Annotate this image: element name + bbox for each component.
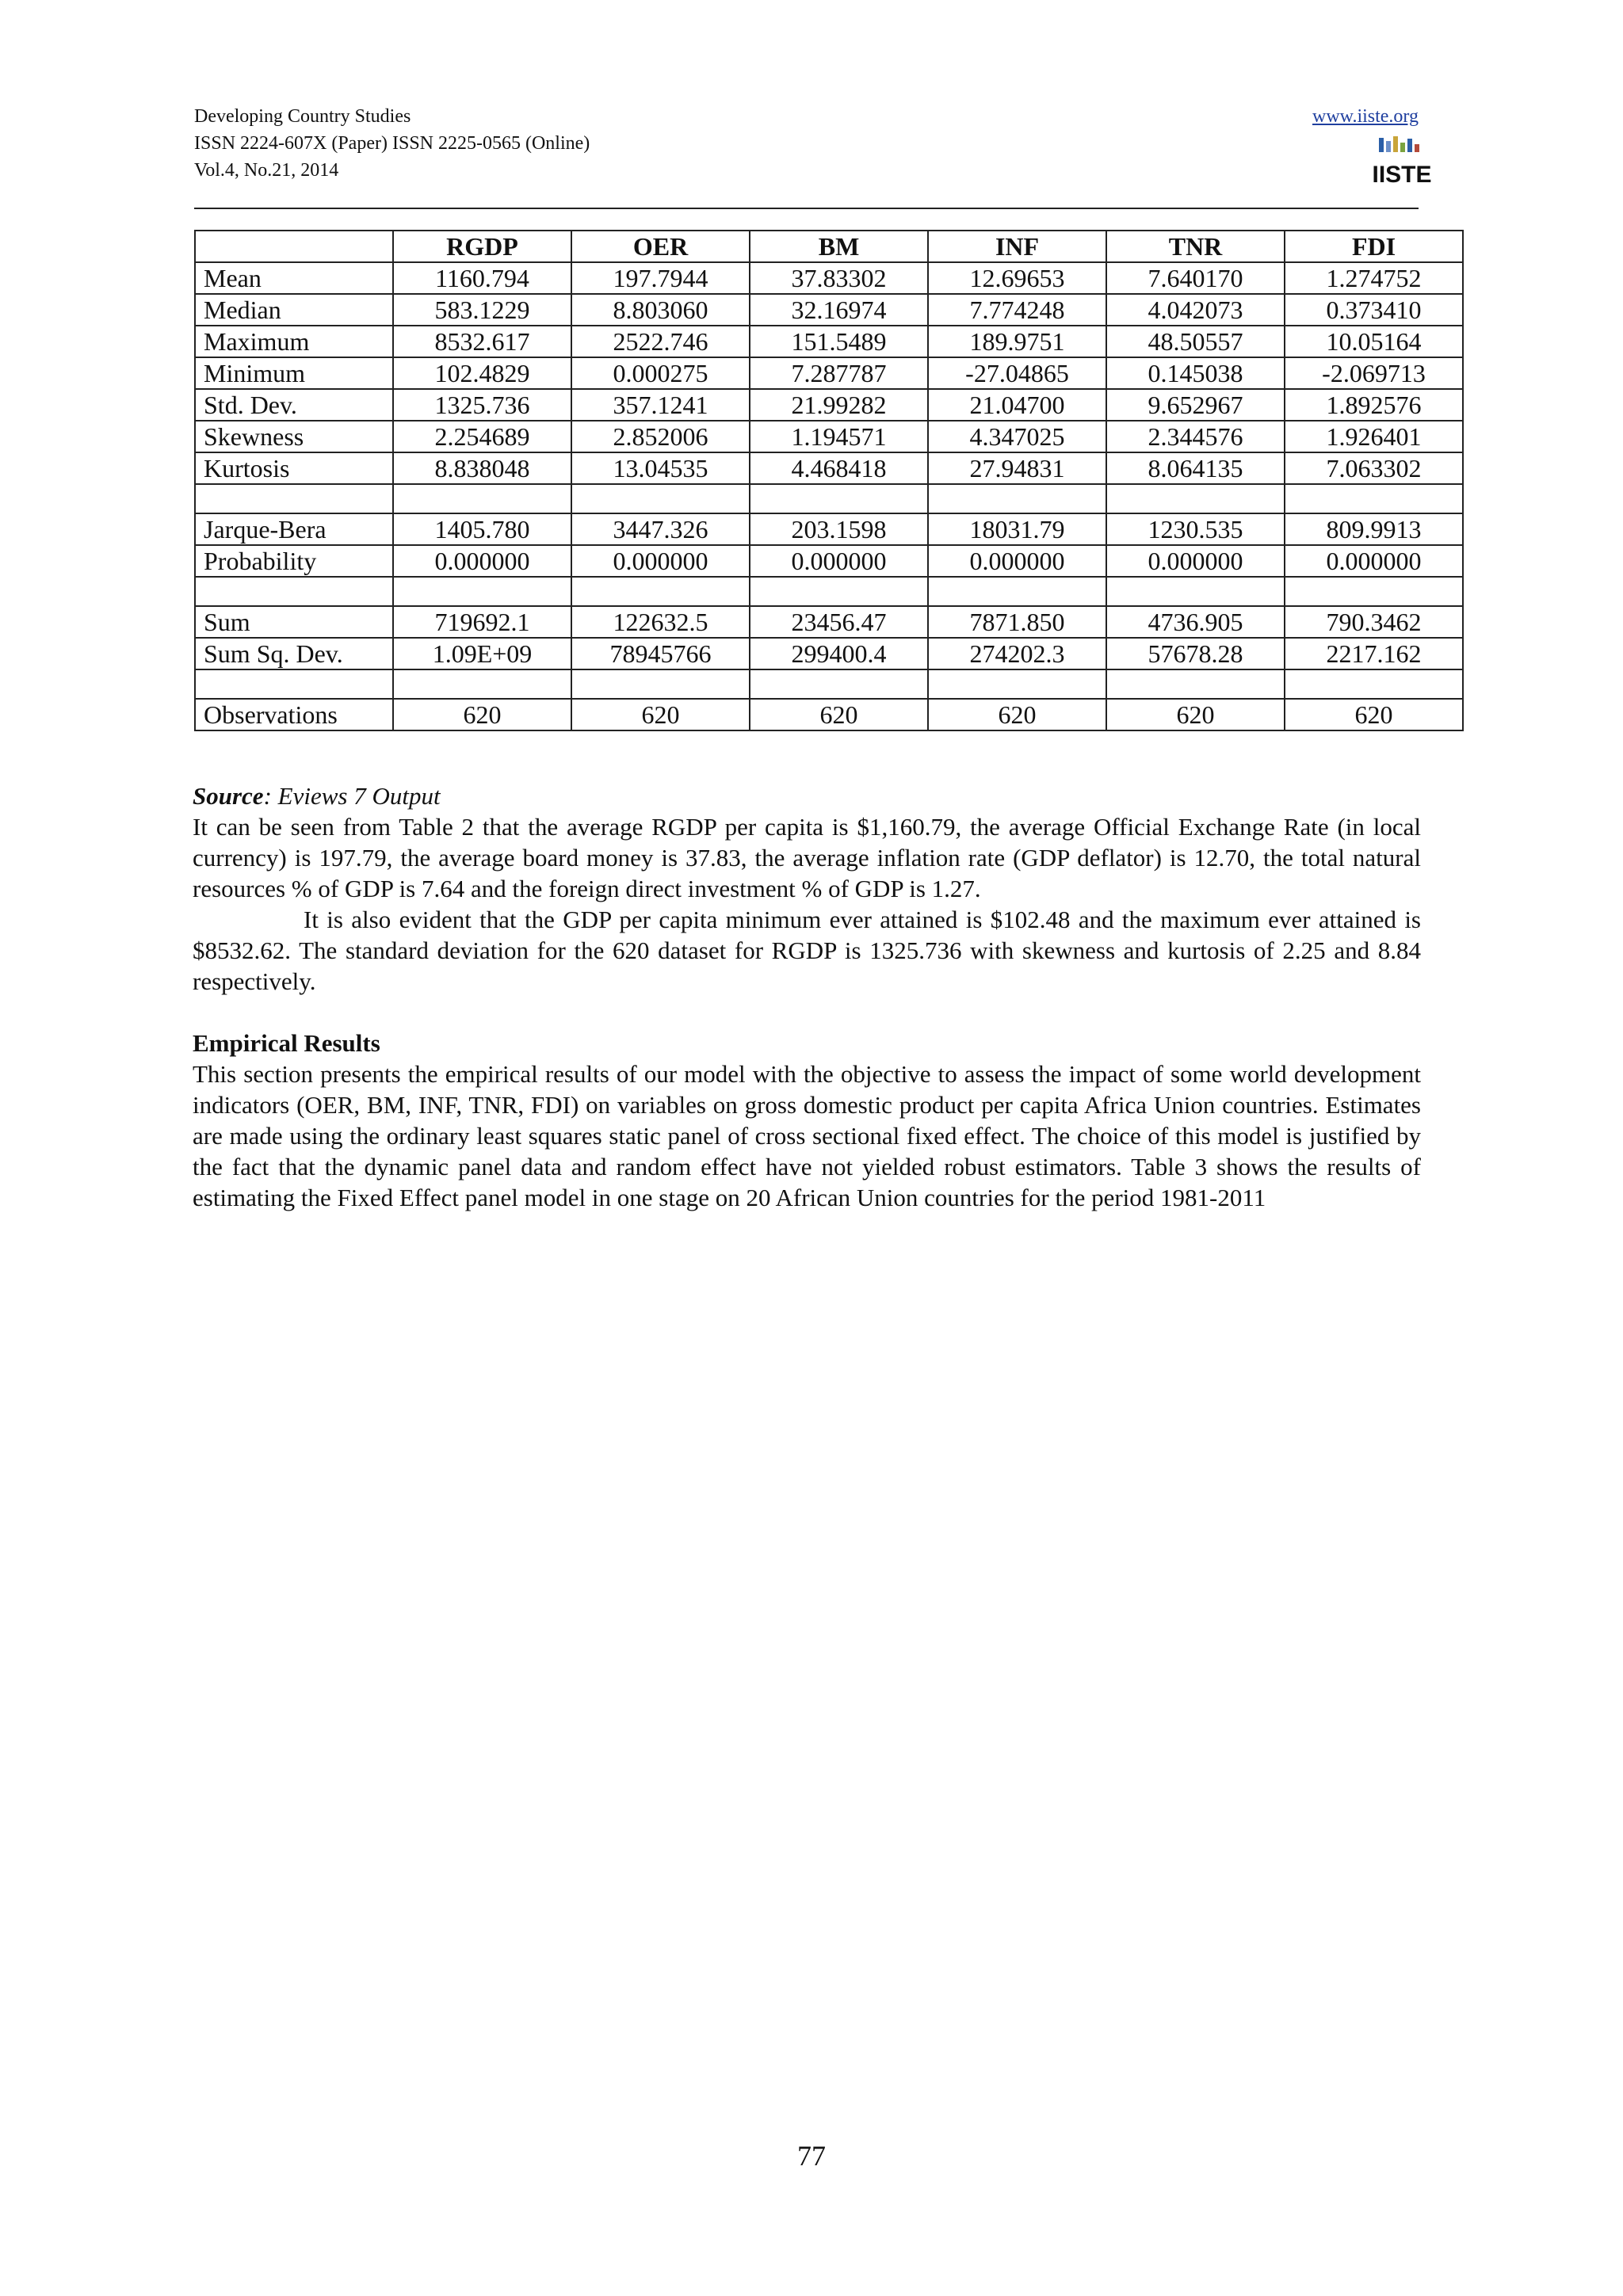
table-cell: [393, 484, 571, 513]
table-cell: 1.892576: [1285, 389, 1463, 421]
page-header: [194, 103, 1419, 184]
table-cell: [571, 484, 750, 513]
table-cell: 48.50557: [1106, 326, 1285, 357]
logo-text: IISTE: [1372, 162, 1432, 188]
table-cell: 2.344576: [1106, 421, 1285, 452]
table-header-cell: INF: [928, 231, 1106, 262]
row-label-cell: Mean: [195, 262, 393, 294]
row-label-cell: Maximum: [195, 326, 393, 357]
row-label-cell: [195, 484, 393, 513]
table-cell: [1285, 484, 1463, 513]
table-cell: 0.145038: [1106, 357, 1285, 389]
table-cell: [928, 484, 1106, 513]
table-cell: 620: [928, 699, 1106, 730]
table-cell: 18031.79: [928, 513, 1106, 545]
table-cell: 790.3462: [1285, 606, 1463, 638]
header-rule: [194, 208, 1419, 209]
table-cell: [1285, 669, 1463, 699]
table-cell: 7.063302: [1285, 452, 1463, 484]
table-row: [195, 357, 1463, 389]
logo-bar-6: [1415, 144, 1419, 152]
table-cell: 0.000000: [1106, 545, 1285, 577]
row-label-cell: Probability: [195, 545, 393, 577]
table-cell: [571, 577, 750, 606]
iiste-logo: [1372, 136, 1432, 192]
table-cell: 620: [1106, 699, 1285, 730]
table-cell: 1.926401: [1285, 421, 1463, 452]
logo-bar-3: [1393, 136, 1398, 152]
table-cell: 0.000000: [1285, 545, 1463, 577]
table-cell: -27.04865: [928, 357, 1106, 389]
table-cell: 8.838048: [393, 452, 571, 484]
table-cell: 37.83302: [750, 262, 928, 294]
logo-bar-1: [1379, 138, 1384, 152]
table-cell: 78945766: [571, 638, 750, 669]
table-cell: 197.7944: [571, 262, 750, 294]
table-cell: 21.99282: [750, 389, 928, 421]
source-label: Source: [193, 782, 264, 810]
body-text: [193, 780, 1421, 1213]
table-cell: [393, 577, 571, 606]
table-cell: [1106, 577, 1285, 606]
table-cell: 1.09E+09: [393, 638, 571, 669]
table-cell: 189.9751: [928, 326, 1106, 357]
table-cell: 1405.780: [393, 513, 571, 545]
table-row: [195, 294, 1463, 326]
descriptive-statistics-table: [194, 230, 1464, 731]
table-cell: 10.05164: [1285, 326, 1463, 357]
table-cell: 719692.1: [393, 606, 571, 638]
logo-bar-2: [1386, 141, 1391, 152]
table-cell: 1325.736: [393, 389, 571, 421]
table-cell: 299400.4: [750, 638, 928, 669]
table-cell: 21.04700: [928, 389, 1106, 421]
row-label-cell: Observations: [195, 699, 393, 730]
table-row: [195, 699, 1463, 730]
table-cell: 4.347025: [928, 421, 1106, 452]
table-cell: 7.287787: [750, 357, 928, 389]
journal-website-link[interactable]: www.iiste.org: [1312, 106, 1419, 127]
table-row: [195, 669, 1463, 699]
table-cell: [571, 669, 750, 699]
table-cell: 32.16974: [750, 294, 928, 326]
table-header-cell: OER: [571, 231, 750, 262]
row-label-cell: [195, 669, 393, 699]
table-cell: 0.373410: [1285, 294, 1463, 326]
table-cell: 4.468418: [750, 452, 928, 484]
table-cell: 13.04535: [571, 452, 750, 484]
table-cell: 8532.617: [393, 326, 571, 357]
table-cell: [1106, 484, 1285, 513]
table-cell: [928, 577, 1106, 606]
table-cell: 2.852006: [571, 421, 750, 452]
table-cell: 102.4829: [393, 357, 571, 389]
table-cell: 620: [393, 699, 571, 730]
table-cell: 8.064135: [1106, 452, 1285, 484]
table-row: [195, 577, 1463, 606]
table-header-cell: RGDP: [393, 231, 571, 262]
table-cell: 4.042073: [1106, 294, 1285, 326]
table-cell: 583.1229: [393, 294, 571, 326]
source-value: : Eviews 7 Output: [263, 782, 441, 810]
table-cell: 809.9913: [1285, 513, 1463, 545]
table-cell: 151.5489: [750, 326, 928, 357]
section-heading: Empirical Results: [193, 1029, 380, 1057]
page-number: 77: [797, 2140, 826, 2172]
row-label-cell: Median: [195, 294, 393, 326]
table-cell: 203.1598: [750, 513, 928, 545]
table-cell: 1.274752: [1285, 262, 1463, 294]
table-body: [195, 262, 1463, 730]
table-cell: [928, 669, 1106, 699]
table-cell: [1106, 669, 1285, 699]
table-cell: 274202.3: [928, 638, 1106, 669]
table-cell: 2522.746: [571, 326, 750, 357]
table-row: [195, 545, 1463, 577]
table-cell: 7.640170: [1106, 262, 1285, 294]
table-cell: [1285, 577, 1463, 606]
table-cell: 0.000000: [928, 545, 1106, 577]
table-cell: 620: [1285, 699, 1463, 730]
table-cell: 8.803060: [571, 294, 750, 326]
logo-bar-4: [1400, 143, 1405, 152]
table-cell: [750, 577, 928, 606]
issn-line: ISSN 2224-607X (Paper) ISSN 2225-0565 (Online): [194, 133, 590, 154]
table-row: [195, 262, 1463, 294]
table-cell: 620: [571, 699, 750, 730]
paragraph-2: It is also evident that the GDP per capita minimum ever attained is $102.48 and the maximum ever attained is $8532.62. The standard deviation for the 620 dataset for RGDP is 1325.736 with skewness and kurtosis of 2.25 and 8.84 respectively.: [193, 906, 1421, 995]
row-label-cell: Std. Dev.: [195, 389, 393, 421]
table-cell: 357.1241: [571, 389, 750, 421]
table-cell: 1160.794: [393, 262, 571, 294]
table-cell: 2.254689: [393, 421, 571, 452]
table-header-cell: [195, 231, 393, 262]
table-cell: 1.194571: [750, 421, 928, 452]
table-cell: 3447.326: [571, 513, 750, 545]
table-cell: 0.000000: [393, 545, 571, 577]
row-label-cell: Minimum: [195, 357, 393, 389]
table-source-note: [193, 780, 1421, 811]
table-cell: -2.069713: [1285, 357, 1463, 389]
table-cell: 2217.162: [1285, 638, 1463, 669]
table-cell: 7871.850: [928, 606, 1106, 638]
table-cell: 57678.28: [1106, 638, 1285, 669]
row-label-cell: [195, 577, 393, 606]
row-label-cell: Kurtosis: [195, 452, 393, 484]
table-cell: 0.000000: [750, 545, 928, 577]
row-label-cell: Sum Sq. Dev.: [195, 638, 393, 669]
table-header-row: [195, 231, 1463, 262]
row-label-cell: Jarque-Bera: [195, 513, 393, 545]
table-row: [195, 389, 1463, 421]
volume-line: Vol.4, No.21, 2014: [194, 160, 339, 181]
table-row: [195, 484, 1463, 513]
table-cell: 23456.47: [750, 606, 928, 638]
table-cell: 0.000000: [571, 545, 750, 577]
table-row: [195, 326, 1463, 357]
table-cell: 7.774248: [928, 294, 1106, 326]
paragraph-1: It can be seen from Table 2 that the average RGDP per capita is $1,160.79, the average Official Exchange Rate (in local currency) is 197.79, the average board money is 37.83, the average inflation rate (GDP deflator) is 12.70, the total natural resources % of GDP is 7.64 and the foreign direct investment % of GDP is 1.27.: [193, 813, 1421, 902]
row-label-cell: Skewness: [195, 421, 393, 452]
table-cell: [750, 669, 928, 699]
table-header-cell: TNR: [1106, 231, 1285, 262]
table-row: [195, 421, 1463, 452]
journal-name: Developing Country Studies: [194, 106, 411, 127]
table-cell: 27.94831: [928, 452, 1106, 484]
logo-bar-5: [1407, 139, 1412, 152]
table-cell: 4736.905: [1106, 606, 1285, 638]
table-header-cell: FDI: [1285, 231, 1463, 262]
table-row: [195, 638, 1463, 669]
table-cell: 620: [750, 699, 928, 730]
table-cell: 12.69653: [928, 262, 1106, 294]
table-row: [195, 606, 1463, 638]
table-header-cell: BM: [750, 231, 928, 262]
table-cell: [750, 484, 928, 513]
table-row: [195, 513, 1463, 545]
table-cell: 9.652967: [1106, 389, 1285, 421]
paragraph-3: This section presents the empirical results of our model with the objective to assess the impact of some world development indicators (OER, BM, INF, TNR, FDI) on variables on gross domestic product per capita Africa Union countries. Estimates are made using the ordinary least squares static panel of cross sectional fixed effect. The choice of this model is justified by the fact that the dynamic panel data and random effect have not yielded robust estimators. Table 3 shows the results of estimating the Fixed Effect panel model in one stage on 20 African Union countries for the period 1981-2011: [193, 1060, 1421, 1211]
table-cell: 122632.5: [571, 606, 750, 638]
table-cell: 0.000275: [571, 357, 750, 389]
row-label-cell: Sum: [195, 606, 393, 638]
table-row: [195, 452, 1463, 484]
table-cell: 1230.535: [1106, 513, 1285, 545]
table-cell: [393, 669, 571, 699]
